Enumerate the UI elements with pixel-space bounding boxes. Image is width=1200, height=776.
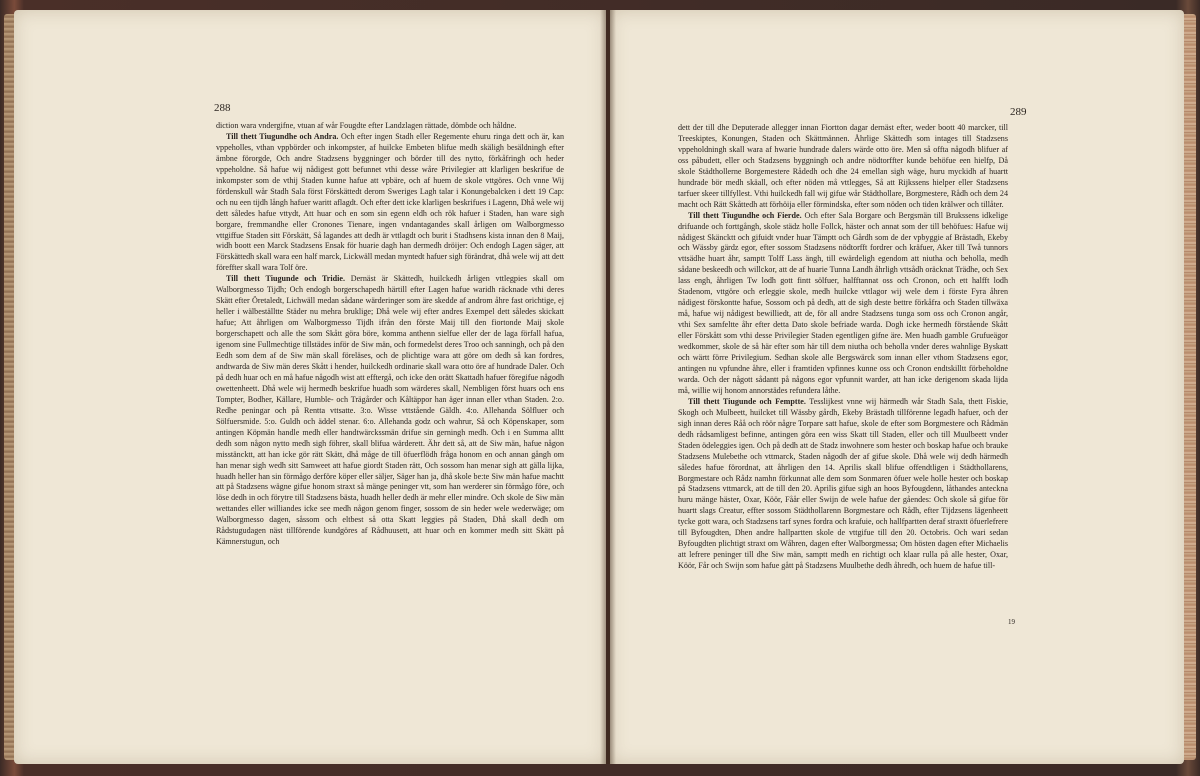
paragraph [216,121,564,132]
paragraph [216,274,564,548]
left-page [14,10,606,764]
left-page-text [216,121,564,611]
paragraph [216,132,564,274]
right-page-text [678,123,1008,603]
paragraph-heading: Till thett Tiugunde och Tridie. [226,274,346,284]
right-page-number: 289 [1010,106,1027,118]
paragraph-text: Och efter Sala Borgare och Bergsmän till Brukssens idkelige drifuande och forttgångh, skole städz holle Follck, häster och annat som der till behöfues: Hafue wij nådigest Skäncktt och gifuidt vnder huar Tämptt och Gårdh som de der vpbyggie af Brästadh, Ekeby och Wässby gärdz egor, efter sossom Stadzsens nödtorfft fordrer och kräfuer, Aker till Twå tunnors vttsädhe huart åhr, samptt Tolff Lass ängh, till ewärdeligh egendom att niutha och beholla, medh sådane beskeedh och willckor, att de af huarie Tunna Landh åhrligh vttsådh oräcknat Trädhe, och Sex lass engh, åhrligen Tw lodh gott fintt sölfuer, halfftannat oss och Cronon, och ett halfft lodh Stadenom, vttgöre och erleggie skole, medh huilcke vttlagor wij wele dem i förste Fyra åhren nådigest förskontte hafue, Sossom och på dedh, att de sigh deste bettre förkåfra och Staden tillwäxa må, hafue wij nådigest bewilliedt, att de, för all andre Stadzsens tunga som oss och Cronon angår, vthi Sex samfeltte åhr efter detta Dato skole befriade warda. Dogh icke hermedh förstående Skått eller Förskått som vthi desse Privilegier Staden egentligen gifne äre. Men huadh gamble Grufueägor wedkommer, skole de så här efter som här till dem niutha och beholla vnder deres wahnlige Byskatt och wärtt förre Privilegium. Sedhan skole alle Bergswärck som innan eller vthom Stadzsens egor, antingen nu vpfundne åhre, eller i framtiden vpfinnes kunne oss och Cronon endtskilltt förbeholdne warda. Och der någott sådantt på någons egor vpfunnit warder, att han icke derigenom skada lijda må, willie wij honom annorstädes refundera låthe. [678,210,1008,395]
left-page-edges [4,14,14,760]
paragraph-text: Dernäst är Skättedh, huilckedh årligen vttlegpies skall om Walborgmesso Tijdh; Och endogh borgerschapedh härtill efter Lagen hafue waridh räcknade vthi deres Skätt efter Öretaledt, Lichwäll medan sådane wärderinger som äre skedde af androm åhre fast orichtige, ej heller i wälbeställtte Städer nu mehra bruklige; Dhå wele wij efter andres Exempel dett således skickatt hafue; Att åhrligen om Walborgmesso Tijdh ifrån den förste Maij till den fiortonde Maij skole borgerschapett och alle the som Skått göra böre, komma anthenn sielfue eller der de laga förfall hafua, igenom sine Fullmechtige tillstädes inför de Siw män, och formedelst deres Troo och sanningh, och på den Eedh som dem af de Siw män skall föreläses, och de plichtige wara att göre om dedh så kan fordres, andtwarda de Siw män deres Skått i hender, huilckedh ordinarie skall wara otto öre af hundrade Daler. Och på dedh huar och en må hafue någodh wist att efftergå, och icke den orätt Skattadh hafuer föregifue någodh owettenheett. Dhå wele wij hermedh beskrifue huadh som wärderes skall, Nembligen först huars och ens Tompter, Bodher, Källare, Humble- och Trägårder och Kåltäppor han äger innan eller vthan Staden. 2:o. Redhe peningar och på Rentta vttsatte. 3:o. Wisse vttstående Gäldh. 4:o. Allehanda Sölfluer och Sölfuersmide. 5:o. Guldh och äddel stenar. 6:o. Allehanda godz och wahrur, Så och Köpenskaper, som antingen Köpmän handle medh eller handtwärckssmän drifue sin gerningh medh. Och i en Summa alltt dedh som någon nytto medh sigh föhrer, skall blifua wärderett. Ähr dett så, att de Siw män, hafue någon misstäncktt, att han icke gör rätt Skätt, dhå måge de till öfuerflödh fråga honom en och annan gångh om han menar sigh wedh sitt Samweet att hafue giordt Staden rätt, Och sossom han menar sigh att gälla lijka, huadh heller han sin förmågo derföre köper eller säljer, Säger han ja, dhå skole be:te Siw män hafue machtt att på Stadzsens wägne gifue honom straxt så mänge peninger vtt, som han werderer sin förmågo före, och löse dedh in och förytre till Stadzsens bästa, huadh heller dedh är mehr eller mindre. Och skole de Siw män wettandes eller williandes icke see medh någon genom finger, sossom de sin heder wele wederwäge; om Walborgmesso dagen, såssom och eltbest så otta Skatt leggies på Staden, Dhå skall dedh om Rådstugudagen näst tillförende kundgöres af Rådhuusett, att huar och en kommer medh sitt Skätt på Kämnerstugun, och [216,274,564,547]
book-gutter [600,10,616,764]
paragraph-heading: Till thett Tiugunde och Femptte. [688,396,806,406]
paragraph-text: dett der till dhe Deputerade allegger innan Fiortton dagar dernäst efter, weder boott 40 marcker, till Treeskiptes, Konungen, Staden och Skättmännen. Åhrlige Skättedh som intages till Stadzsens vppeholdningh skall wara af hwarie hundrade dalers wärde otto öre. Men så offta någodh blifuer af oss påbudett, eller och Stadzsens byggningh och andre nödtorffter kunde behöfue een hielfp, Då skole Städthollerne Borgemestere Rådedh och dhe 24 emellan sigh wäge, huru myckidh af huartt hundrade bör medh skäall, och efter nöden må vttlegges, Så att Rijkssens hielper eller Stadzsens tarfuer skeer tillfyllest. Vthi huilckedh fall wij gifue wår Städthollare, Borgmestere, Rådh och dem 24 macht och Rätt Skåttedh att förhöija eller förmindska, efter som nöden och tiden krälwer och tillåter. [678,123,1008,209]
right-page [610,10,1184,764]
paragraph-text: diction wara vndergifne, vtuan af wår Fougdte efter Landzlagen rättade, dömbde och håldne. [216,121,517,130]
paragraph [678,211,1008,397]
paragraph-text: Tesslijkest vnne wij härmedh wår Stadh Sala, thett Fiskie, Skogh och Mulbeett, huilcket till Wässby gårdh, Ekeby Brästadh tillförenne legadh hafuer, och der sigh innan deres Råå och röör någre Torpare satt hafue, skole de efter som Borgmestere och Rådmän dedh rådsamligest befinne, antingen göra een wiss Skatt till Staden, eller och till Muulbeett vnder Staden ödeleggies igen. Och på dedh att de Stadz inwohnere som hester och boskap hafue och brauke Stadzsens Mulebethe och vttmarck, Staden någodh der af gifue skole. Dhå wele wij dedh härmedh således hafue förordnat, att åhrligen den 14. Aprilis skall blifue offendtligen i Städthollarens, Borgmestare och Rådz namhn förkunnat alle dem som Sonmaren öfuer wele holle hester och boskap på Stadzsens vttmarck, att de till den 20. Aprilis gifue sigh an hoos Byfougdenn, låthandes anteckna huru mänge häster, Oxar, Köör, Fåår eller Swijn de wele hafue der gåendes: Och skole så gifue för huartt slags Creatur, effter sossom Städthollarenn Borgmestare och Rådh, efter Tijdzsens lägenheett tycke gott wara, och Stadzsens tarf synes fordra och krafuie, och hallfpartten deraf straxtt öfuerlefrere till Byfougdten, Dhen andre hallpartten skole de vttgifue till den 20. Octobris. Och wari sedan Byfougdten plichtigt straxt om Wåhren, dagen efter Walborgmessa; Om hösten dagen efter Michaelis att lefrere peninger till dhe Siw män, samptt medh en richtigt och klaar rulla på alle hester, Oxar, Köör, Får och Swijn som hafue gått på Stadzsens Muulbethe dedh åhredh, och huem de hafue till- [678,396,1008,571]
paragraph-heading: Till thett Tiugundhe och Andra. [226,131,339,141]
left-page-number: 288 [214,102,231,114]
paragraph-text: Och efter ingen Stadh eller Regemente ehuru ringa dett och är, kan vppeholles, vthan vppbörder och inkompster, af huilcke Embeten blifue medh skäligh besäldningh efter ämbne förorgde, Och andre Stadzsens byggninger och börder till des nytto, förkåfringh och heder vppeholdne. Så hafue wij nådigest gott befunnet vthi desse wåre Privilegier att klarligen beskrifue de inkompster som de vthij Staden kunne hafue att vpbäre, och af huem de skole vttgöres. Och vnne Wij fördenskull wår Stadh Sala först Förskättedt derom Sweriges Lagh talar i Konungebalcken i dett 19 Cap: och nu een tijdh långh hafuer waritt aflagdt. Och efter dett icke klarligen beskrifues i Lagenn, Dhå wele wij dett således hafue vttydt, Att huar och en som sin egenn eldh och rök hafuer i Staden, han ware sigh borgare, fremmandhe eller Cronones Tienare, ingen vndantagandes skall årligen om Walborgmesso vttgiffue Staden sitt Förskätt, Så lagandes att dedh är vttlagdt och burit i Stadhsens kista innan den 8 Maij, widh boott een Marck Stadzsens Ensak för huarie dagh han dermedh dröijer: Och endogh Lagen säger, att Förskättedh skall wara een half marck, Lickwäll medan myntedt hafuer sigh förändrat, dhå wele wij att dett föreffter skall wara Tolf öre. [216,131,564,273]
paragraph [678,397,1008,572]
signature-mark: 19 [1008,618,1015,626]
paragraph [678,123,1008,211]
paragraph-heading: Till thett Tiugundhe och Fierde. [688,210,802,220]
right-page-edges [1184,14,1196,760]
